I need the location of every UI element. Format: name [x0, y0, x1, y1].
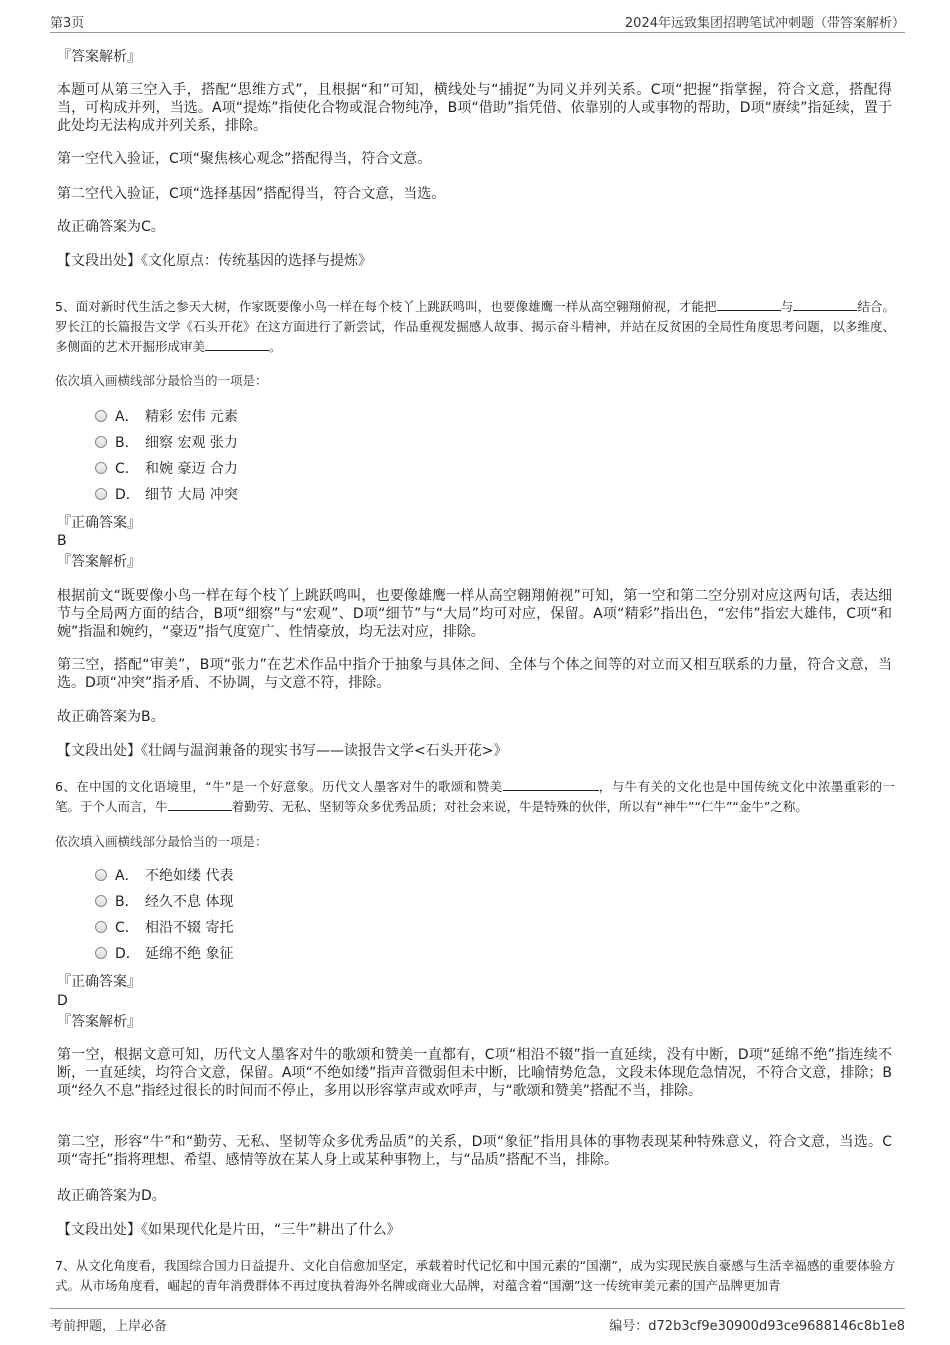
- q4-source: 【文段出处】《文化原点：传统基因的选择与提炼》: [57, 253, 372, 269]
- q4-analysis-p1: 本题可从第三空入手，搭配“思维方式”，且根据“和”可知，横线处与“捕捉”为同义并列关系。C项“把握”指掌握，符合文意，搭配得当，可构成并列，当选。A项“提炼”指使化合物或混合物纯净，B项“借助”指凭借、依靠别的人或事物的帮助，D项“赓续”指延续，置于此处均无法构成并列关系，排除。: [57, 82, 892, 134]
- radio-icon[interactable]: [95, 895, 107, 907]
- q7-stem: 7、从文化角度看，我国综合国力日益提升、文化自信愈加坚定，承载着时代记忆和中国元素的“国潮”，成为实现民族自豪感与生活幸福感的重要体验方式。从市场角度看，崛起的青年消费群体不再过度执着海外名牌或商业大品牌，对蕴含着“国潮”这一传统审美元素的国产品牌更加青: [55, 1258, 895, 1293]
- document-title: 2024年远致集团招聘笔试冲刺题（带答案解析）: [624, 16, 905, 31]
- q5-instruction: 依次填入画横线部分最恰当的一项是：: [55, 373, 268, 388]
- q5-answer-summary: 故正确答案为B。: [57, 709, 165, 725]
- q5-option-c[interactable]: C． 和婉 豪迈 合力: [95, 460, 238, 478]
- q6-correct-answer: D: [57, 993, 68, 1009]
- q6-source: 【文段出处】《如果现代化是片田，“三牛”耕出了什么》: [57, 1222, 401, 1238]
- q5-source: 【文段出处】《壮阔与温润兼备的现实书写——读报告文学<石头开花>》: [57, 743, 508, 759]
- q6-stem: 6、在中国的文化语境里，“牛”是一个好意象。历代文人墨客对牛的歌颂和赞美 ，与牛有关的文化也是中国传统文化中浓墨重彩的一笔。于个人而言，牛 着勤劳、无私、坚韧等众多优秀品质；对社会来说，牛是特殊的伙伴，所以有“神牛”“仁牛”“金牛”之称。: [55, 779, 895, 814]
- q6-correct-label: 『正确答案』: [57, 974, 141, 990]
- q5-correct-label: 『正确答案』: [57, 515, 141, 531]
- document-id: 编号：d72b3cf9e30900d93ce9688146c8b1e8: [609, 1319, 905, 1334]
- q6-option-a[interactable]: A． 不绝如缕 代表: [95, 867, 233, 885]
- radio-icon[interactable]: [95, 410, 107, 422]
- q4-analysis-p3: 第二空代入验证，C项“选择基因”搭配得当，符合文意，当选。: [57, 186, 446, 202]
- q6-analysis-p1: 第一空，根据文意可知，历代文人墨客对牛的歌颂和赞美一直都有，C项“相沿不辍”指一直延续，没有中断，D项“延绵不绝”指连续不断，一直延续，均符合文意，保留。A项“不绝如缕”指声音微弱但未中断，比喻情势危急，文段未体现危急情况，不符合文意，排除；B项“经久不息”指经过很长的时间而不停止，多用以形容掌声或欢呼声，与“歌颂和赞美”搭配不当，排除。: [57, 1047, 892, 1099]
- radio-icon[interactable]: [95, 921, 107, 933]
- q4-answer-summary: 故正确答案为C。: [57, 219, 165, 235]
- radio-icon[interactable]: [95, 869, 107, 881]
- q6-option-d[interactable]: D． 延绵不绝 象征: [95, 945, 233, 963]
- q5-analysis-p1: 根据前文“既要像小鸟一样在每个枝丫上跳跃鸣叫，也要像雄鹰一样从高空翱翔俯视”可知，第一空和第二空分别对应这两句话，表达细节与全局两方面的结合，B项“细察”与“宏观”、D项“细节”与“大局”均可对应，保留。A项“精彩”指出色，“宏伟”指宏大雄伟，C项“和婉”指温和婉约，“豪迈”指气度宽广、性情豪放，均无法对应，排除。: [57, 588, 892, 640]
- q6-option-b[interactable]: B． 经久不息 体现: [95, 893, 233, 911]
- page-header: [50, 10, 905, 33]
- q5-blank-2: [793, 297, 857, 311]
- footer-slogan: 考前押题，上岸必备: [50, 1319, 168, 1334]
- q5-option-a[interactable]: A． 精彩 宏伟 元素: [95, 408, 238, 426]
- q6-analysis-label: 『答案解析』: [57, 1014, 141, 1030]
- q5-blank-1: [717, 297, 781, 311]
- q6-analysis-p2: 第二空，形容“牛”和“勤劳、无私、坚韧等众多优秀品质”的关系，D项“象征”指用具体的事物表现某种特殊意义，符合文意，当选。C项“寄托”指将理想、希望、感情等放在某人身上或某种事物上，与“品质”搭配不当，排除。: [57, 1134, 892, 1168]
- q5-correct-answer: B: [57, 533, 67, 549]
- q5-option-b[interactable]: B． 细察 宏观 张力: [95, 434, 238, 452]
- q6-option-c[interactable]: C． 相沿不辍 寄托: [95, 919, 233, 937]
- radio-icon[interactable]: [95, 436, 107, 448]
- radio-icon[interactable]: [95, 488, 107, 500]
- q5-stem: 5、面对新时代生活之参天大树，作家既要像小鸟一样在每个枝丫上跳跃鸣叫，也要像雄鹰一样从高空翱翔俯视，才能把 与 结合。罗长江的长篇报告文学《石头开花》在这方面进行了新尝试，作品重视发掘感人故事、揭示奋斗精神，并站在反贫困的全局性角度思考问题，以多维度、多侧面的艺术开掘形成审美 。: [55, 299, 895, 354]
- q6-blank-2: [168, 797, 232, 811]
- q5-blank-3: [205, 337, 269, 351]
- radio-icon[interactable]: [95, 947, 107, 959]
- q5-analysis-label: 『答案解析』: [57, 554, 141, 570]
- page-footer: [50, 1308, 905, 1335]
- q5-analysis-p2: 第三空，搭配“审美”，B项“张力”在艺术作品中指介于抽象与具体之间、全体与个体之间等的对立而又相互联系的力量，符合文意，当选。D项“冲突”指矛盾、不协调，与文意不符，排除。: [57, 657, 892, 691]
- q6-answer-summary: 故正确答案为D。: [57, 1188, 166, 1204]
- q4-analysis-label: 『答案解析』: [57, 49, 141, 65]
- q4-analysis-p2: 第一空代入验证，C项“聚焦核心观念”搭配得当，符合文意。: [57, 151, 432, 167]
- q5-option-d[interactable]: D． 细节 大局 冲突: [95, 486, 238, 504]
- page-number: 第3页: [50, 16, 85, 31]
- radio-icon[interactable]: [95, 462, 107, 474]
- q6-blank-1: [503, 777, 599, 791]
- q6-instruction: 依次填入画横线部分最恰当的一项是：: [55, 834, 268, 849]
